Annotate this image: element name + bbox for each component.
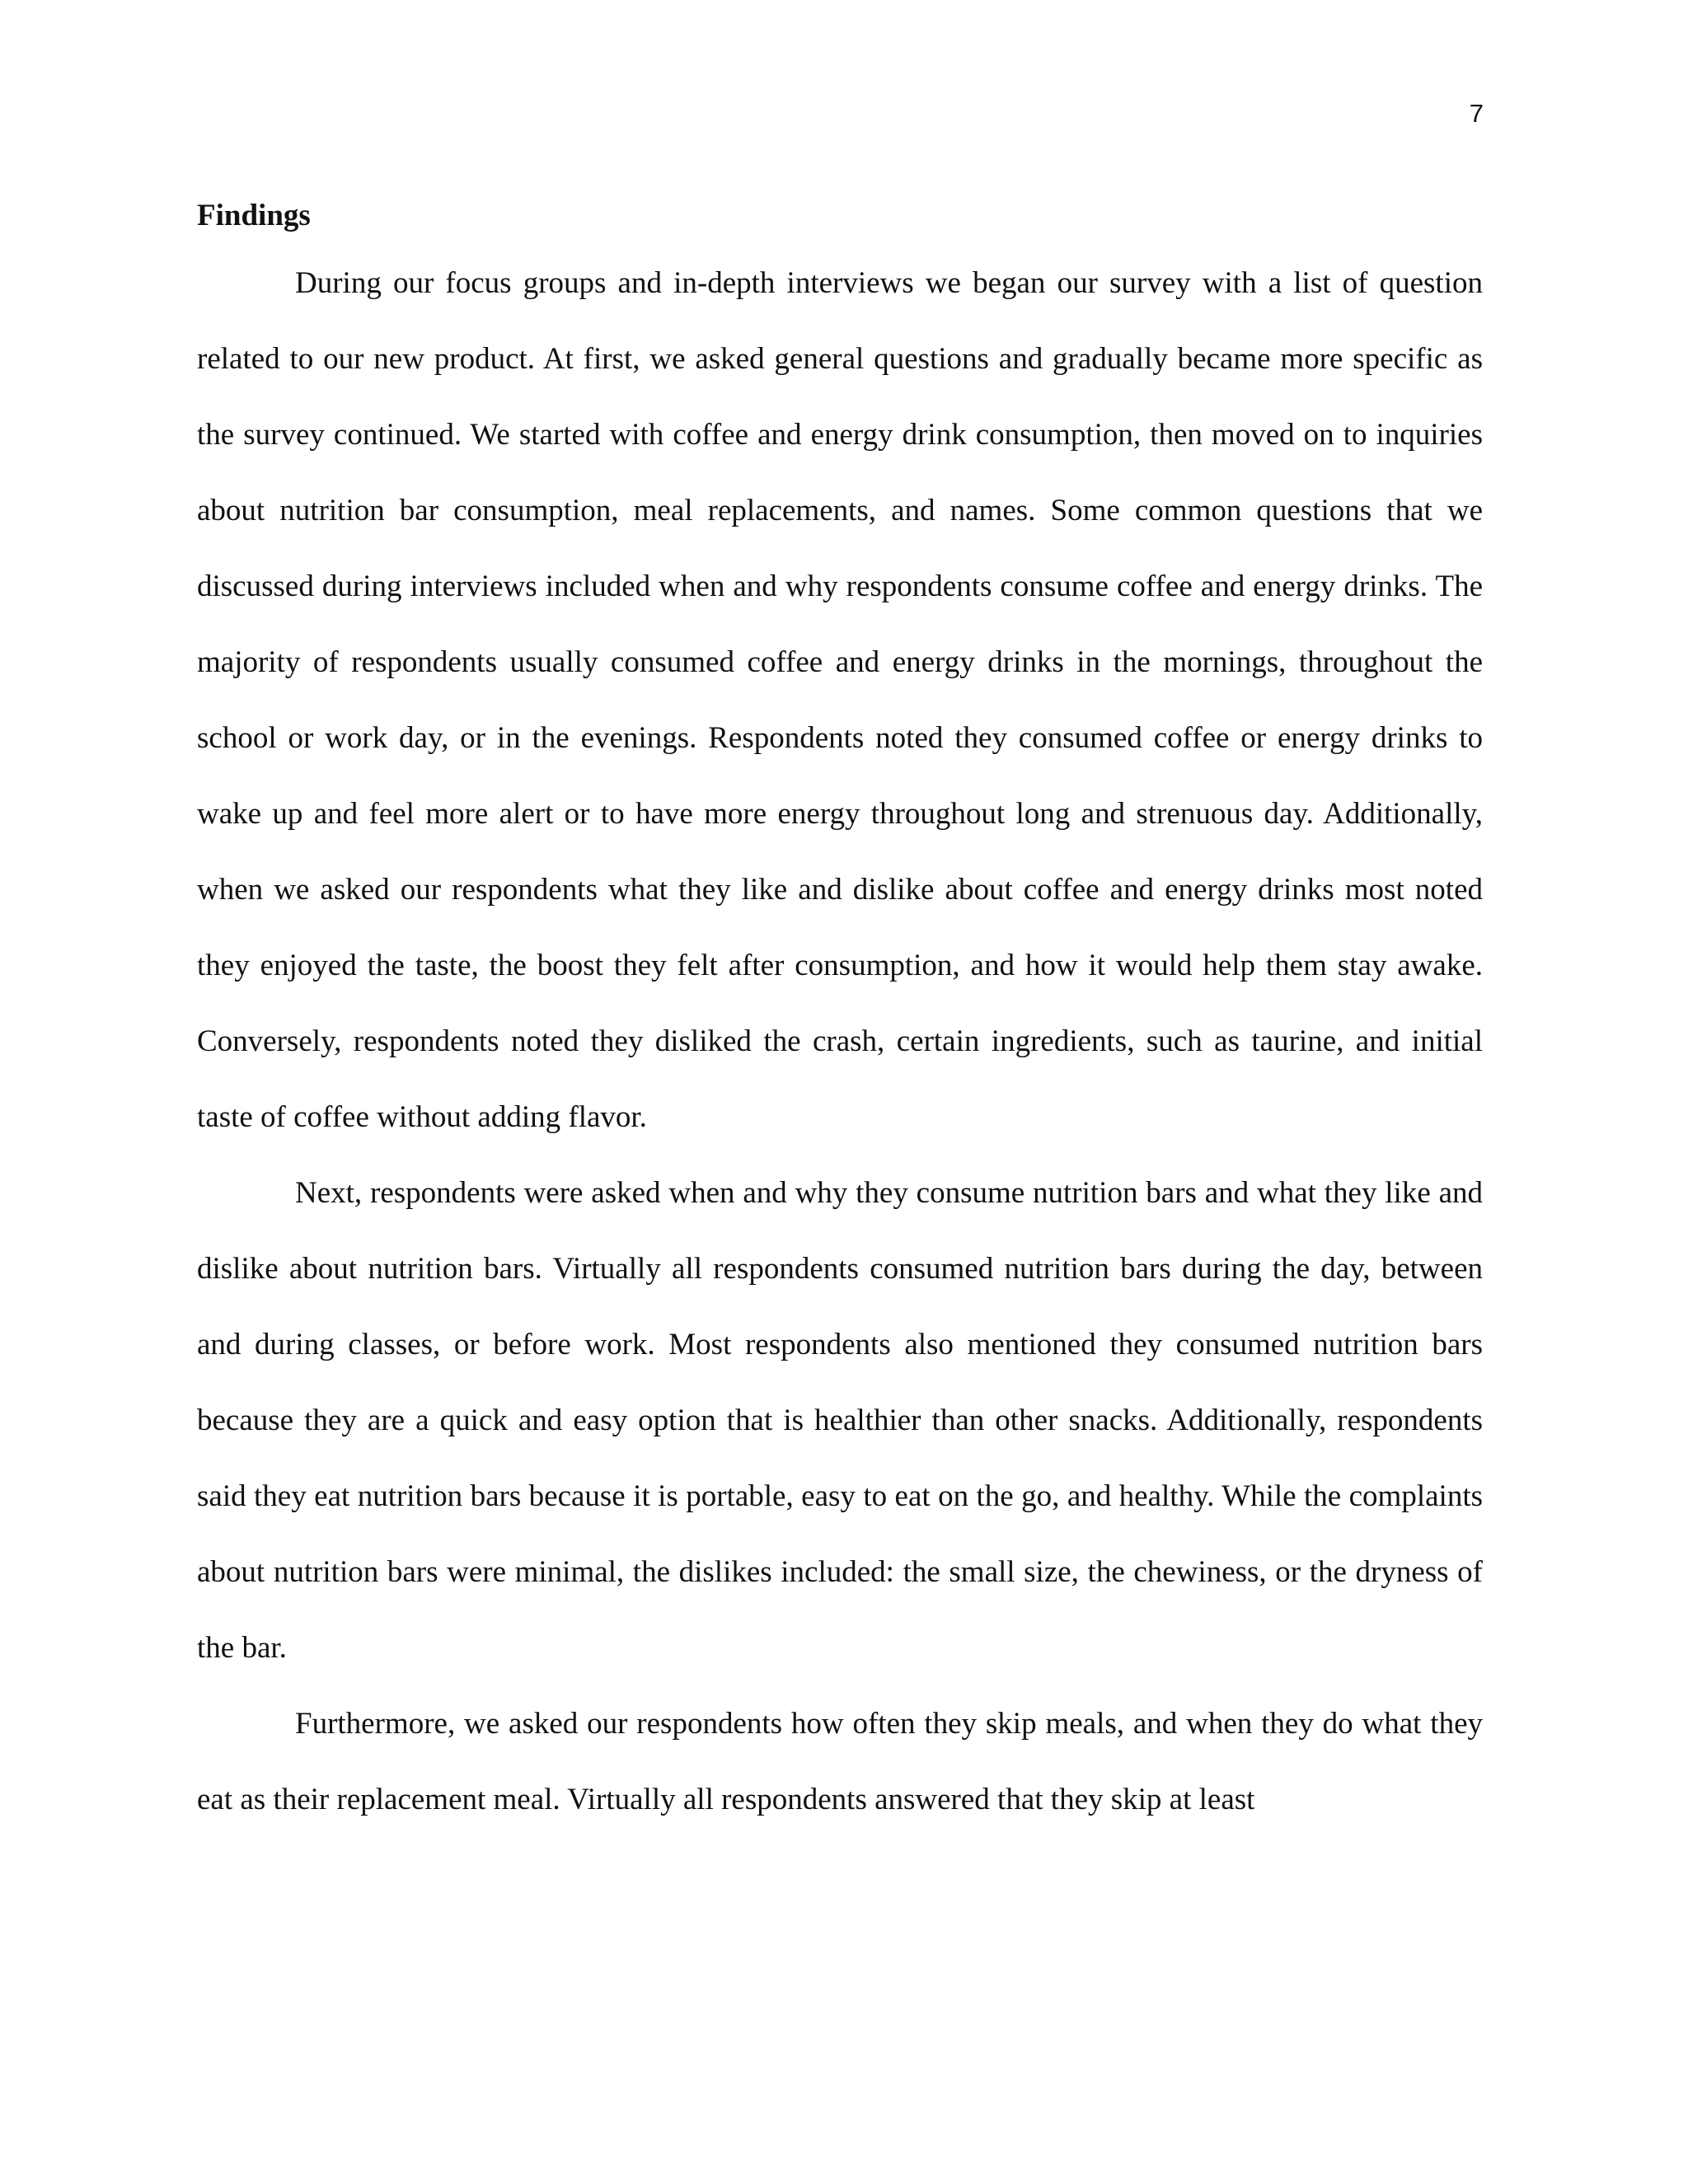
page-number: 7 xyxy=(1469,99,1484,128)
paragraph: During our focus groups and in-depth interviews we began our survey with a list of question related to our new product. At first, we asked general questions and gradually became more specific as the survey continued. We started with coffee and energy drink consumption, then moved on to inquiries about nutrition bar consumption, meal replacements, and names. Some common questions that we discussed during interviews included when and why respondents consume coffee and energy drinks. The majority of respondents usually consumed coffee and energy drinks in the mornings, throughout the school or work day, or in the evenings. Respondents noted they consumed coffee or energy drinks to wake up and feel more alert or to have more energy throughout long and strenuous day. Additionally, when we asked our respondents what they like and dislike about coffee and energy drinks most noted they enjoyed the taste, the boost they felt after consumption, and how it would help them stay awake. Conversely, respondents noted they disliked the crash, certain ingredients, such as taurine, and initial taste of coffee without adding flavor. xyxy=(197,266,1483,1134)
paragraph: Furthermore, we asked our respondents how often they skip meals, and when they do what they eat as their replacement meal. Virtually all respondents answered that they skip at least xyxy=(197,1707,1483,1816)
section-heading: Findings xyxy=(197,199,311,232)
section-body xyxy=(197,246,1483,1838)
paragraph: Next, respondents were asked when and why they consume nutrition bars and what they like and dislike about nutrition bars. Virtually all respondents consumed nutrition bars during the day, between and during classes, or before work. Most respondents also mentioned they consumed nutrition bars because they are a quick and easy option that is healthier than other snacks. Additionally, respondents said they eat nutrition bars because it is portable, easy to eat on the go, and healthy. While the complaints about nutrition bars were minimal, the dislikes included: the small size, the chewiness, or the dryness of the bar. xyxy=(197,1176,1483,1665)
document-content xyxy=(197,193,1483,1838)
